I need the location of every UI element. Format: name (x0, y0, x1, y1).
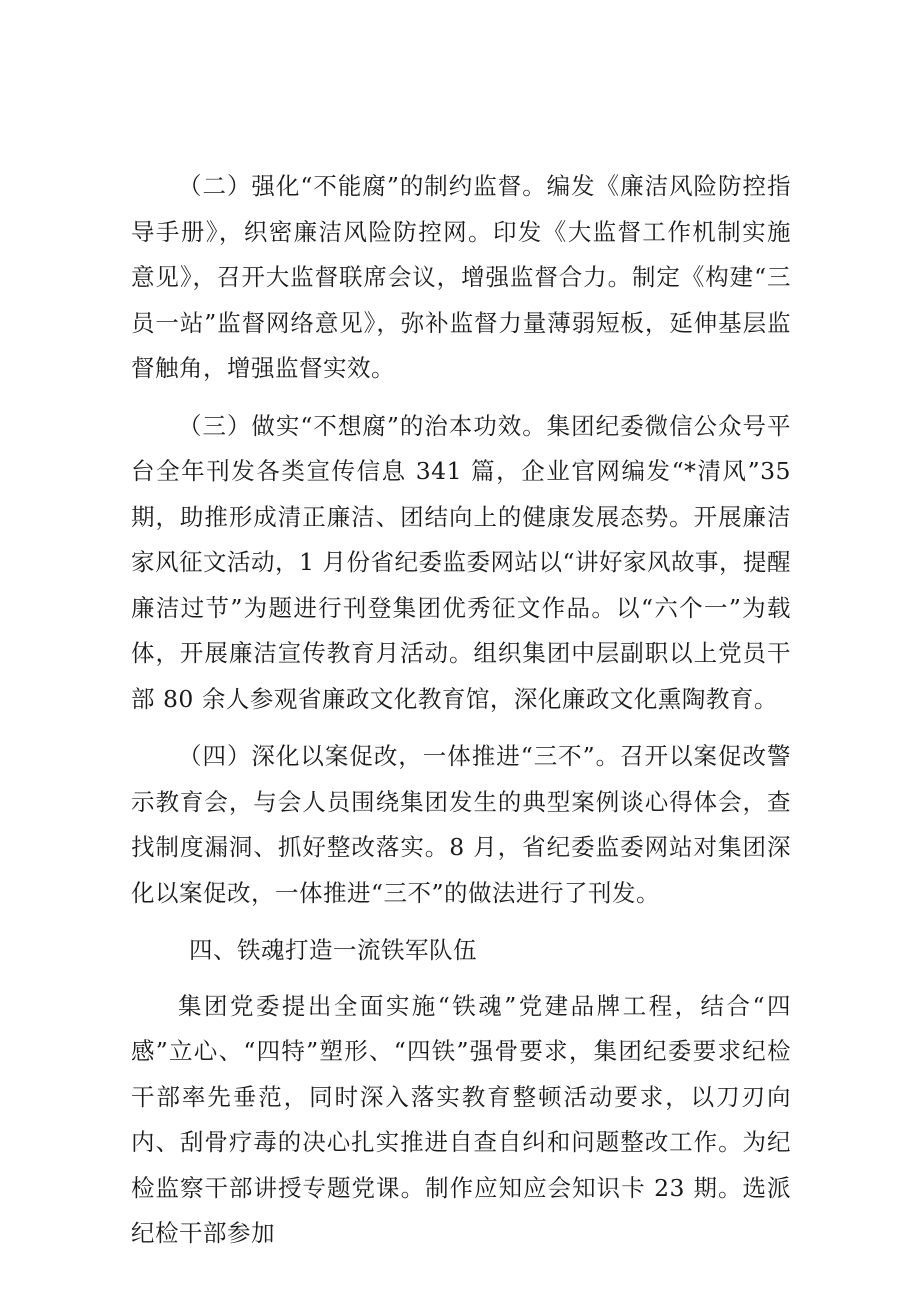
paragraph-education-effects: （三）做实“不想腐”的治本功效。集团纪委微信公众号平台全年刊发各类宣传信息 341 篇，企业官网编发“*清风”35 期，助推形成清正廉洁、团结向上的健康发展态势。开展廉洁家风征文活动，1 月份省纪委监委网站以“讲好家风故事，提醒廉洁过节”为题进行刊登集团优秀征文作品。以“六个一”为载体，开展廉洁宣传教育月活动。组织集团中层副职以上党员干部 80 余人参观省廉政文化教育馆，深化廉政文化熏陶教育。 (131, 411, 791, 713)
document-body (131, 164, 791, 1257)
section-heading: 四、铁魂打造一流铁军队伍 (189, 936, 477, 964)
paragraph-case-reform: （四）深化以案促改，一体推进“三不”。召开以案促改警示教育会，与会人员围绕集团发生的典型案例谈心得体会，查找制度漏洞、抓好整改落实。8 月，省纪委监委网站对集团深化以案促改，一体推进“三不”的做法进行了刊发。 (131, 742, 791, 907)
paragraph-team-building: 集团党委提出全面实施“铁魂”党建品牌工程，结合“四感”立心、“四特”塑形、“四铁”强骨要求，集团纪委要求纪检干部率先垂范，同时深入落实教育整顿活动要求，以刀刃向内、刮骨疗毒的决心扎实推进自查自纠和问题整改工作。为纪检监察干部讲授专题党课。制作应知应会知识卡 23 期。选派纪检干部参加 (131, 991, 791, 1247)
paragraph-strengthen-supervision: （二）强化“不能腐”的制约监督。编发《廉洁风险防控指导手册》，织密廉洁风险防控网。印发《大监督工作机制实施意见》，召开大监督联席会议，增强监督合力。制定《构建“三员一站”监督网络意见》，弥补监督力量薄弱短板，延伸基层监督触角，增强监督实效。 (131, 172, 791, 382)
